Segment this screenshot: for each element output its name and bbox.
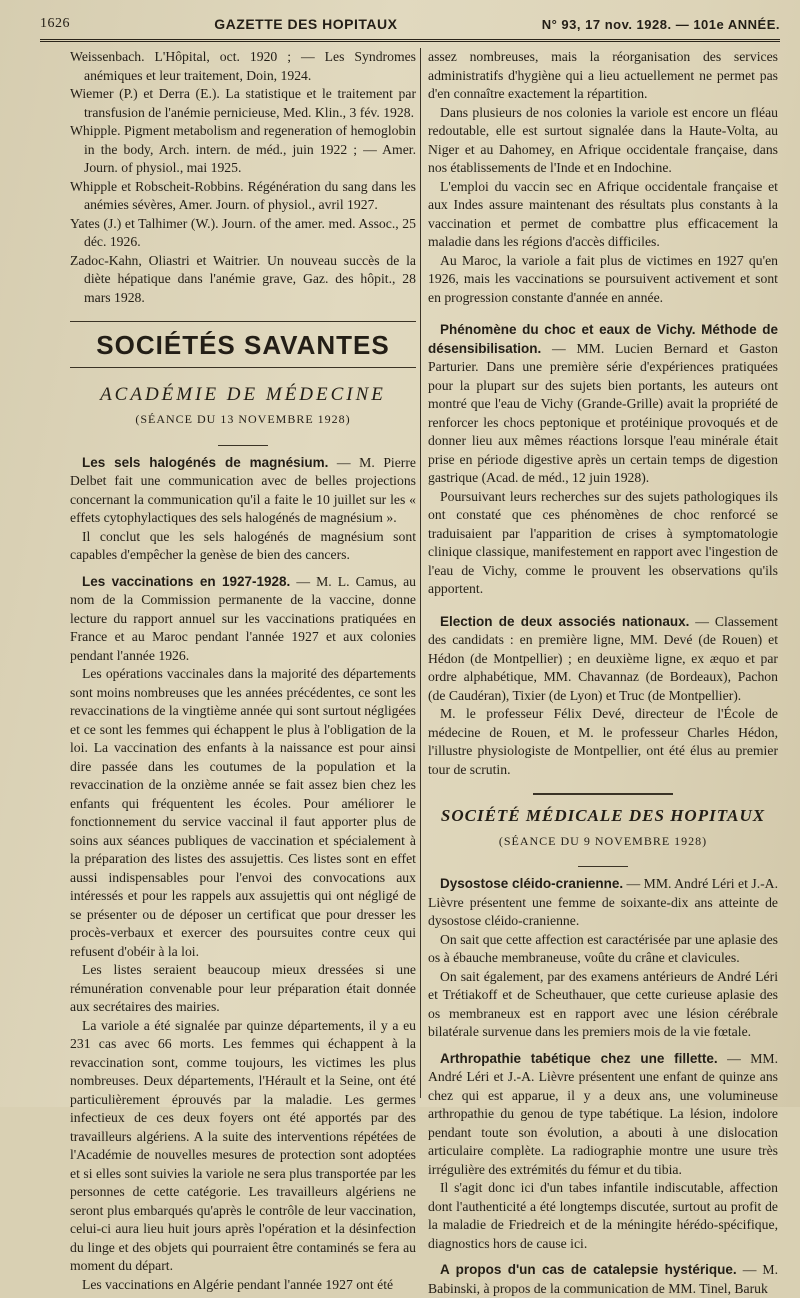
reference-item: Whipple et Robscheit-Robbins. Régénération du sang dans les anémies sévères, Amer. Journ. of physiol., avril 1927. xyxy=(70,178,416,212)
article-paragraph: Il s'agit donc ici d'un tabes infantile indiscutable, affection dont l'authenticité a été longtemps discutée, surtout au profit de la maladie de Friedreich et de la méningite hérédo-spécifique, diagnostics hors de cause ici. xyxy=(428,1180,778,1251)
article-paragraph: Les listes seraient beaucoup mieux dressées si une rémunération convenable pour leur préparation était donnée aux secrétaires des mairies. xyxy=(70,962,416,1014)
societes-savantes-title: SOCIÉTÉS SAVANTES xyxy=(70,321,416,368)
article-paragraph: La variole a été signalée par quinze départements, il y a eu 231 cas avec 66 morts. Les femmes qui échappent à la revaccination sont, comme toujours, les victimes les plus nombreuses. Deux départements, l'Hérault et la Seine, ont été particulièrement éprouvés par la maladie. Les germes infectieux de ces deux foyers ont été apportés par des travailleurs algériens. A la suite des interventions répétées de l'Académie de nouvelles mesures de protection sont adoptées et si elles sont suivies la variole ne sera plus transportée par les personnes de cette catégorie. Les travailleurs algériens ne seront plus embarqués qu'après le contrôle de leur vaccination, celui-ci aura lieu huit jours après l'opération et la désinfection du linge et des objets qui pourraient être contaminés se fera au moment du départ. xyxy=(70,1017,416,1273)
article-paragraph: Election de deux associés nationaux. — Classement des candidats : en première ligne, MM. Devé (de Rouen) et Hédon (de Montpellier) ; en deuxième ligne, ex æquo et par ordre alphabétique, MM. Chavannaz (de Bordeaux), Pachon (de Caudéran), Tixier (de Lyon) et Truc (de Montpellier). xyxy=(428,613,778,703)
right-column xyxy=(428,48,778,1298)
article-heading: Les vaccinations en 1927-1928. xyxy=(82,573,291,589)
page-number: 1626 xyxy=(40,16,70,31)
article-heading: A propos d'un cas de catalepsie hystérique. xyxy=(440,1262,737,1277)
article-paragraph: Il conclut que les sels halogénés de magnésium sont capables d'empêcher la genèse de bien des cancers. xyxy=(70,528,416,562)
article-paragraph: Les sels halogénés de magnésium. — M. Pierre Delbet fait une communication avec de belles projections concernant la communication qu'il a faite le 10 juillet sur les « effets cytophylactiques des sels halogénés de magnésium ». xyxy=(70,454,416,525)
section-rule xyxy=(578,866,628,867)
article-paragraph: Les vaccinations en Algérie pendant l'année 1927 ont été xyxy=(82,1276,394,1292)
academie-title: ACADÉMIE DE MÉDECINE xyxy=(100,383,386,405)
reference-item: Yates (J.) et Talhimer (W.). Journ. of the amer. med. Assoc., 25 déc. 1926. xyxy=(70,215,416,249)
article-paragraph: On sait que cette affection est caractérisée par une aplasie des os à ébauche membraneuse, voûte du crâne et clavicules. xyxy=(428,931,778,965)
article-paragraph: assez nombreuses, mais la réorganisation des services administratifs d'hygiène qui a lieu actuellement ne permet pas d'en connaître exactement la répartition. xyxy=(428,49,778,101)
smh-title: SOCIÉTÉ MÉDICALE DES HOPITAUX xyxy=(440,806,766,825)
reference-item: Whipple. Pigment metabolism and regeneration of hemoglobin in the body, Arch. intern. de méd., juin 1922 ; — Amer. Journ. of physiol., mai 1925. xyxy=(70,123,416,175)
article-paragraph: Les vaccinations en 1927-1928. — M. L. Camus, au nom de la Commission permanente de la vaccine, donne lecture du rapport annuel sur les vaccinations pratiquées en France et au Maroc pendant l'année 1927 et aux colonies pendant l'année 1926. xyxy=(70,573,416,663)
reference-item: Wiemer (P.) et Derra (E.). La statistique et le traitement par transfusion de l'anémie pernicieuse, Med. Klin., 3 fév. 1928. xyxy=(70,86,416,120)
article-heading: Dysostose cléido-cranienne. xyxy=(440,876,624,891)
article-paragraph: Les opérations vaccinales dans la majorité des départements sont moins nombreuses que les années précédentes, ce sont les revaccinations de la vingtième année qui sont surtout négligées et ce sont les femmes qui échappent le plus à l'obligation de la loi. La vaccination des enfants à la naissance est pour ainsi dire passée dans les coutumes de la population et la revaccination de la onzième année se fait assez bien chez les enfants qui fréquentent les écoles. Pour améliorer le fonctionnement du service vaccinal il faut apporter plus de soins aux séances publiques de vaccination et spécialement à la préparation des listes des assujettis. Ces listes sont en effet aussi indispensables pour l'envoi des convocations aux intéressés et pour les rappels aux assujettis qui ont négligé de se présenter ou de déposer un certificat que pour dresser les procès-verbaux et exercer des poursuites contre ceux qui refusent d'obéir à la loi. xyxy=(70,666,416,959)
academie-seance: (SÉANCE DU 13 NOVEMBRE 1928) xyxy=(135,412,351,426)
article-paragraph: M. le professeur Félix Devé, directeur de l'École de médecine de Rouen, et M. le professeur Charles Hédon, l'illustre physiologiste de Montpellier, ont été élus au premier tour de scrutin. xyxy=(428,706,778,777)
left-column xyxy=(70,48,416,1294)
article-paragraph: Poursuivant leurs recherches sur des sujets pathologiques ils ont constaté que ces phénomènes de choc renforcé se traduisaient par l'apparition de crises à symptomatologie clinique classique, manifestement en rapport avec l'ingestion de l'eau de Vichy, comme le prouvent les observations qu'ils apportent. xyxy=(428,488,778,596)
article-heading: Phénomène du choc et eaux de Vichy. Méthode de désensibilisation. xyxy=(428,322,778,356)
article-paragraph: Phénomène du choc et eaux de Vichy. Méthode de désensibilisation. — MM. Lucien Bernard et Gaston Parturier. Dans une première série d'expériences pratiquées pour la plupart sur des sujets bien portants, les auteurs ont montré que l'eau de Vichy (Grande-Grille) avait la propriété de renforcer les chocs peptonique et protéinique provoqués et de donner lieu aux mêmes réactions lorsque l'eau minérale était prise en période digestive après un certain temps de digestion gastrique (Acad. de méd., 12 juin 1928). xyxy=(428,322,778,485)
article-paragraph: Dysostose cléido-cranienne. — MM. André Léri et J.-A. Lièvre présentent une femme de soixante-dix ans atteinte de dysostose cléido-cranienne. xyxy=(428,876,778,928)
article-paragraph: A propos d'un cas de catalepsie hystérique. — M. Babinski, à propos de la communication de MM. Tinel, Baruk xyxy=(428,1262,779,1296)
section-rule xyxy=(533,793,673,795)
issue-info: N° 93, 17 nov. 1928. — 101e ANNÉE. xyxy=(541,16,780,32)
article-paragraph: Arthropathie tabétique chez une fillette. — MM. André Léri et J.-A. Lièvre présentent une enfant de quinze ans chez qui est apparue, il y a deux ans, une volumineuse arthropathie du genou de type tabétique. La lésion, indolore pendant toute son évolution, a abouti à une dislocation articulaire complète. La radiographie montre une usure très irrégulière des extrémités du fémur et du tibia. xyxy=(428,1050,779,1177)
article-paragraph: Au Maroc, la variole a fait plus de victimes en 1927 qu'en 1926, mais les vaccinations se poursuivent activement et sont en progression constante d'année en année. xyxy=(428,252,778,305)
article-heading: Les sels halogénés de magnésium. xyxy=(82,454,329,470)
journal-title: GAZETTE DES HOPITAUX xyxy=(214,16,398,32)
section-rule xyxy=(218,445,268,446)
smh-seance: (SÉANCE DU 9 NOVEMBRE 1928) xyxy=(498,833,708,848)
article-heading: Arthropathie tabétique chez une fillette. xyxy=(440,1050,718,1066)
column-divider xyxy=(420,48,421,1098)
page-header xyxy=(40,12,780,36)
article-paragraph: On sait également, par des examens antérieurs de André Léri et Trétiakoff et de Scheuthauer, que cette curieuse aplasie des os membraneux est en rapport avec une lésion cérébrale bilatérale survenue dans les premiers mois de la vie fœtale. xyxy=(428,968,778,1039)
reference-item: Zadoc-Kahn, Oliastri et Waitrier. Un nouveau succès de la diète hépatique dans l'anémie grave, Gaz. des hôpit., 28 mars 1928. xyxy=(70,252,416,305)
article-paragraph: Dans plusieurs de nos colonies la variole est encore un fléau redoutable, elle est surtout signalée dans la Haute-Volta, au Niger et au Dahomey, en Afrique occidentale française, dans nos établissements de l'Inde et en Indochine. xyxy=(428,104,778,175)
article-paragraph: L'emploi du vaccin sec en Afrique occidentale française et aux Indes assure maintenant des résultats plus constants à la vaccination et permet de combattre plus efficacement la maladie dans les régions d'accès difficiles. xyxy=(428,178,778,249)
header-rule xyxy=(40,39,780,42)
bibliography xyxy=(70,48,416,307)
article-heading: Election de deux associés nationaux. xyxy=(440,613,690,629)
reference-item: Weissenbach. L'Hôpital, oct. 1920 ; — Les Syndromes anémiques et leur traitement, Doin, 1924. xyxy=(70,49,416,83)
